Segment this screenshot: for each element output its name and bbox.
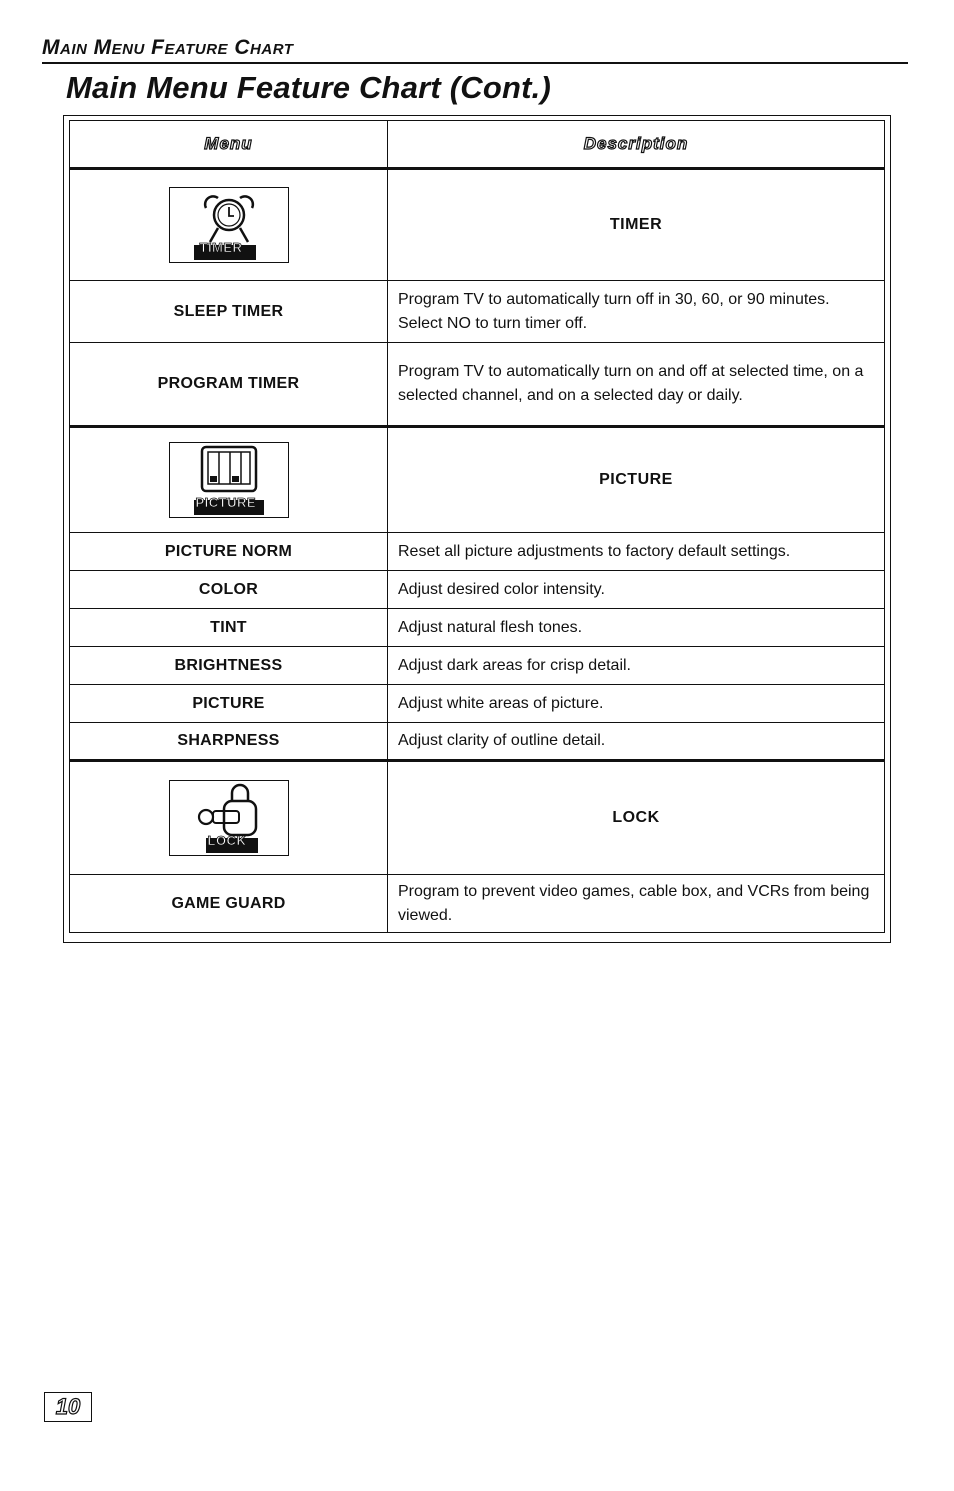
- menu-item-game-guard: GAME GUARD: [70, 875, 388, 933]
- table-row: [70, 533, 885, 571]
- table-row: [70, 685, 885, 723]
- table-row: [70, 343, 885, 427]
- menu-item-tint: TINT: [70, 609, 388, 647]
- header-menu: [70, 121, 388, 169]
- section-icon-cell: [70, 169, 388, 281]
- section-row-timer: [70, 169, 885, 281]
- feature-chart: [63, 115, 891, 943]
- section-row-picture: [70, 427, 885, 533]
- table-row: [70, 875, 885, 933]
- description-game-guard: Program to prevent video games, cable box, and VCRs from being viewed.: [388, 875, 885, 933]
- running-head-text: Main Menu Feature Chart: [42, 36, 294, 59]
- section-label-lock: LOCK: [388, 761, 885, 875]
- menu-item-brightness: BRIGHTNESS: [70, 647, 388, 685]
- menu-item-sleep-timer: SLEEP TIMER: [70, 281, 388, 343]
- table-row: [70, 571, 885, 609]
- menu-item-color: COLOR: [70, 571, 388, 609]
- padlock-key-icon: [169, 780, 289, 856]
- table-header-row: [70, 121, 885, 169]
- table-row: [70, 647, 885, 685]
- table-row: [70, 723, 885, 761]
- section-label-timer: TIMER: [388, 169, 885, 281]
- description-sharpness: Adjust clarity of outline detail.: [388, 723, 885, 761]
- table-row: [70, 281, 885, 343]
- section-row-lock: [70, 761, 885, 875]
- page-number: 10: [44, 1392, 92, 1422]
- description-color: Adjust desired color intensity.: [388, 571, 885, 609]
- description-picture-norm: Reset all picture adjustments to factory default settings.: [388, 533, 885, 571]
- table-row: [70, 609, 885, 647]
- menu-item-sharpness: SHARPNESS: [70, 723, 388, 761]
- alarm-clock-icon: [169, 187, 289, 263]
- page-title: Main Menu Feature Chart (Cont.): [66, 70, 551, 105]
- timer-icon-label: TIMER: [199, 240, 243, 255]
- header-menu-label: Menu: [204, 133, 253, 153]
- header-description-label: Description: [583, 133, 689, 153]
- running-head: [42, 36, 908, 64]
- section-label-picture: PICTURE: [388, 427, 885, 533]
- lock-icon-label: LOCK: [207, 833, 247, 848]
- description-program-timer: Program TV to automatically turn on and off at selected time, on a selected channel, and on a selected day or daily.: [388, 343, 885, 427]
- header-description: [388, 121, 885, 169]
- description-brightness: Adjust dark areas for crisp detail.: [388, 647, 885, 685]
- menu-item-program-timer: PROGRAM TIMER: [70, 343, 388, 427]
- picture-adjust-icon: [169, 442, 289, 518]
- description-picture: Adjust white areas of picture.: [388, 685, 885, 723]
- menu-item-picture: PICTURE: [70, 685, 388, 723]
- menu-item-picture-norm: PICTURE NORM: [70, 533, 388, 571]
- picture-icon-label: PICTURE: [195, 495, 257, 510]
- feature-table: [69, 120, 885, 933]
- section-icon-cell: [70, 427, 388, 533]
- description-tint: Adjust natural flesh tones.: [388, 609, 885, 647]
- section-icon-cell: [70, 761, 388, 875]
- description-sleep-timer: Program TV to automatically turn off in 30, 60, or 90 minutes. Select NO to turn timer off.: [388, 281, 885, 343]
